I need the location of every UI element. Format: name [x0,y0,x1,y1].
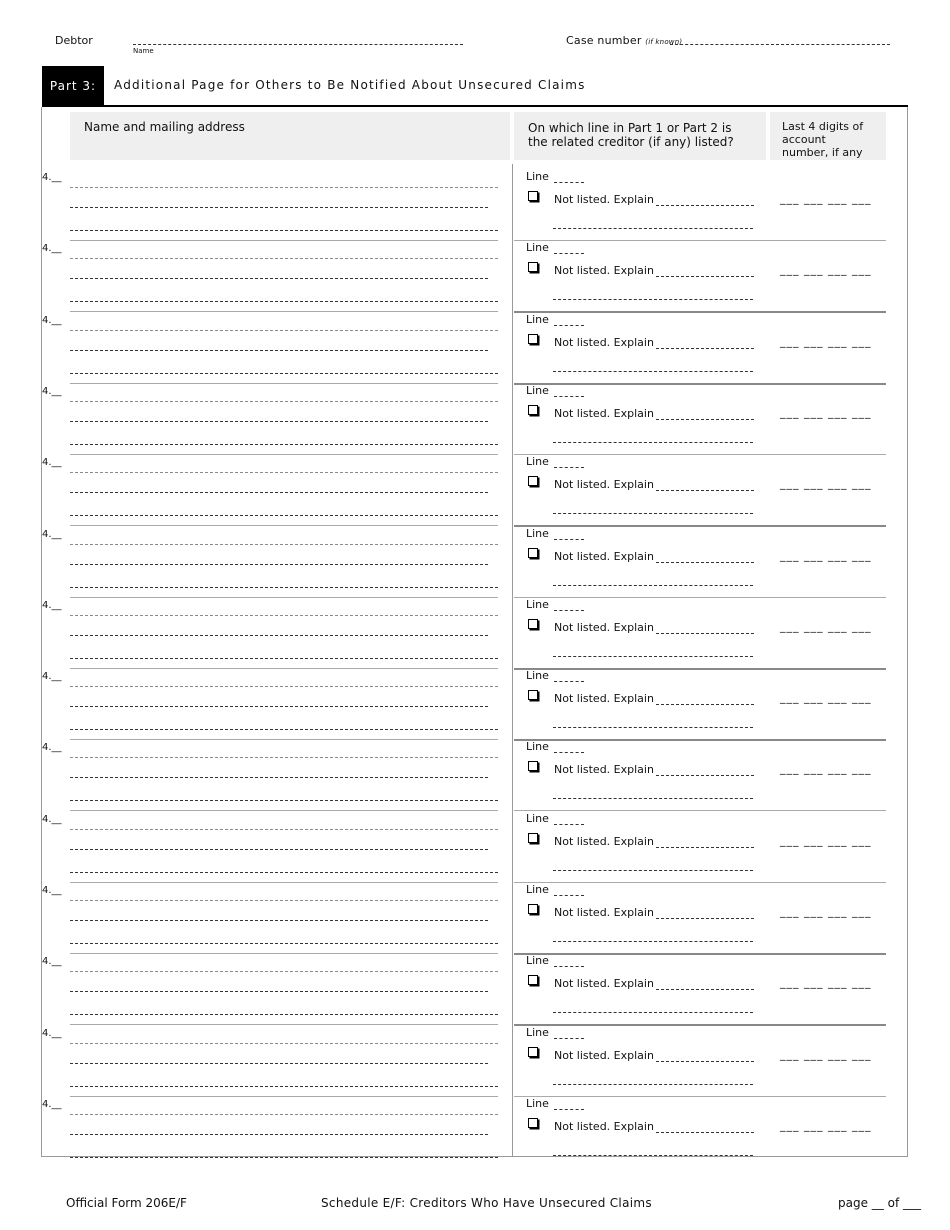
address-line-3[interactable] [70,943,498,944]
line-label: Line [526,812,549,825]
not-listed-checkbox[interactable] [528,619,538,629]
address-line-2[interactable] [70,849,488,850]
line-number-field[interactable] [554,253,584,254]
explain-field[interactable] [656,989,754,990]
row-number: 4.__ [42,671,62,682]
account-digits-field[interactable]: ___ ___ ___ ___ [780,335,872,348]
not-listed-label: Not listed. Explain [554,621,654,634]
line-label: Line [526,455,549,468]
row-number: 4.__ [42,1099,62,1110]
column-header-line: On which line in Part 1 or Part 2 is the related creditor (if any) listed? [514,112,766,160]
footer-page: page __ of ___ [838,1196,921,1210]
explain-field[interactable] [656,276,754,277]
not-listed-checkbox[interactable] [528,548,538,558]
table-row [42,1026,907,1097]
line-number-field[interactable] [554,325,584,326]
address-line-2[interactable] [70,706,488,707]
address-line-3[interactable] [70,872,498,873]
address-line-3[interactable] [70,587,498,588]
not-listed-checkbox[interactable] [528,761,538,771]
table-row [42,740,907,811]
address-line-3[interactable] [70,658,498,659]
address-line-2[interactable] [70,635,488,636]
explain-field[interactable] [656,633,754,634]
account-digits-field[interactable]: ___ ___ ___ ___ [780,905,872,918]
row-number: 4.__ [42,172,62,183]
line-number-field[interactable] [554,610,584,611]
explain-field[interactable] [656,419,754,420]
row-number: 4.__ [42,529,62,540]
not-listed-label: Not listed. Explain [554,906,654,919]
row-number: 4.__ [42,600,62,611]
explain-field-2[interactable] [553,1155,753,1156]
address-line-1[interactable] [70,401,498,402]
address-line-1[interactable] [70,615,498,616]
row-number: 4.__ [42,243,62,254]
row-number: 4.__ [42,1028,62,1039]
not-listed-checkbox[interactable] [528,833,538,843]
line-number-field[interactable] [554,1109,584,1110]
explain-field-2[interactable] [553,727,753,728]
account-digits-field[interactable]: ___ ___ ___ ___ [780,762,872,775]
explain-field-2[interactable] [553,513,753,514]
address-line-2[interactable] [70,492,488,493]
not-listed-label: Not listed. Explain [554,692,654,705]
explain-field-2[interactable] [553,228,753,229]
line-label: Line [526,170,549,183]
account-digits-field[interactable]: ___ ___ ___ ___ [780,691,872,704]
line-number-field[interactable] [554,539,584,540]
line-number-field[interactable] [554,467,584,468]
footer-form-name: Official Form 206E/F [66,1196,187,1210]
account-digits-field[interactable]: ___ ___ ___ ___ [780,834,872,847]
line-number-field[interactable] [554,895,584,896]
address-line-1[interactable] [70,258,498,259]
part-tab: Part 3: [42,66,104,105]
explain-field-2[interactable] [553,1012,753,1013]
row-divider-left [70,311,498,312]
explain-field-2[interactable] [553,798,753,799]
line-number-field[interactable] [554,681,584,682]
line-label: Line [526,384,549,397]
line-label: Line [526,669,549,682]
row-divider-right [514,810,886,811]
address-line-1[interactable] [70,330,498,331]
row-number: 4.__ [42,315,62,326]
table-row [42,598,907,669]
explain-field[interactable] [656,205,754,206]
not-listed-label: Not listed. Explain [554,1049,654,1062]
address-line-1[interactable] [70,757,498,758]
account-digits-field[interactable]: ___ ___ ___ ___ [780,549,872,562]
account-digits-field[interactable]: ___ ___ ___ ___ [780,263,872,276]
address-line-3[interactable] [70,1014,498,1015]
not-listed-label: Not listed. Explain [554,264,654,277]
address-line-2[interactable] [70,777,488,778]
account-digits-field[interactable]: ___ ___ ___ ___ [780,1119,872,1132]
address-line-3[interactable] [70,729,498,730]
address-line-1[interactable] [70,544,498,545]
not-listed-checkbox[interactable] [528,191,538,201]
address-line-3[interactable] [70,444,498,445]
explain-field-2[interactable] [553,585,753,586]
not-listed-label: Not listed. Explain [554,1120,654,1133]
case-number-text: Case number [566,34,642,47]
account-digits-field[interactable]: ___ ___ ___ ___ [780,477,872,490]
not-listed-label: Not listed. Explain [554,977,654,990]
not-listed-checkbox[interactable] [528,262,538,272]
address-line-3[interactable] [70,800,498,801]
address-line-3[interactable] [70,515,498,516]
account-digits-field[interactable]: ___ ___ ___ ___ [780,1048,872,1061]
explain-field[interactable] [656,918,754,919]
line-label: Line [526,954,549,967]
line-number-field[interactable] [554,396,584,397]
address-line-2[interactable] [70,421,488,422]
debtor-label: Debtor [55,34,93,47]
address-line-2[interactable] [70,564,488,565]
explain-field[interactable] [656,1061,754,1062]
account-digits-field[interactable]: ___ ___ ___ ___ [780,406,872,419]
account-digits-field[interactable]: ___ ___ ___ ___ [780,192,872,205]
address-line-3[interactable] [70,301,498,302]
explain-field-2[interactable] [553,656,753,657]
address-line-1[interactable] [70,686,498,687]
table-row [42,455,907,526]
line-label: Line [526,1026,549,1039]
address-line-2[interactable] [70,1134,488,1135]
line-number-field[interactable] [554,752,584,753]
address-line-2[interactable] [70,991,488,992]
address-line-2[interactable] [70,350,488,351]
explain-field-2[interactable] [553,371,753,372]
address-line-1[interactable] [70,829,498,830]
row-number: 4.__ [42,885,62,896]
address-line-3[interactable] [70,230,498,231]
explain-field[interactable] [656,348,754,349]
address-line-2[interactable] [70,1063,488,1064]
table-row [42,883,907,954]
address-line-1[interactable] [70,187,498,188]
row-number: 4.__ [42,742,62,753]
line-label: Line [526,527,549,540]
footer-title: Schedule E/F: Creditors Who Have Unsecured Claims [321,1196,652,1210]
explain-field-2[interactable] [553,299,753,300]
table-row [42,812,907,883]
explain-field[interactable] [656,1132,754,1133]
row-divider-left [70,1024,498,1025]
table-row [42,954,907,1025]
not-listed-label: Not listed. Explain [554,478,654,491]
address-line-1[interactable] [70,900,498,901]
table-row [42,384,907,455]
explain-field-2[interactable] [553,941,753,942]
line-number-field[interactable] [554,182,584,183]
debtor-name-field[interactable] [133,44,463,45]
case-number-label [566,34,682,47]
not-listed-checkbox[interactable] [528,1047,538,1057]
table-row [42,313,907,384]
table-row [42,241,907,312]
line-label: Line [526,883,549,896]
address-line-2[interactable] [70,920,488,921]
line-label: Line [526,740,549,753]
explain-field-2[interactable] [553,870,753,871]
not-listed-label: Not listed. Explain [554,336,654,349]
account-digits-field[interactable]: ___ ___ ___ ___ [780,976,872,989]
line-label: Line [526,313,549,326]
case-number-field[interactable] [670,44,890,45]
explain-field[interactable] [656,490,754,491]
part-title: Additional Page for Others to Be Notified About Unsecured Claims [114,78,586,92]
address-line-1[interactable] [70,971,498,972]
column-header-name: Name and mailing address [70,112,510,160]
line-number-field[interactable] [554,824,584,825]
address-line-3[interactable] [70,1086,498,1087]
not-listed-checkbox[interactable] [528,334,538,344]
explain-field-2[interactable] [553,1084,753,1085]
case-if-known: (if known) [645,38,683,46]
not-listed-label: Not listed. Explain [554,835,654,848]
explain-field[interactable] [656,704,754,705]
row-number: 4.__ [42,457,62,468]
address-line-2[interactable] [70,278,488,279]
explain-field[interactable] [656,847,754,848]
address-line-1[interactable] [70,1114,498,1115]
debtor-name-caption: Name [133,47,154,55]
explain-field-2[interactable] [553,442,753,443]
explain-field[interactable] [656,775,754,776]
table-row [42,669,907,740]
not-listed-checkbox[interactable] [528,1118,538,1128]
not-listed-checkbox[interactable] [528,476,538,486]
not-listed-checkbox[interactable] [528,690,538,700]
line-number-field[interactable] [554,966,584,967]
column-header-account: Last 4 digits of account number, if any [770,112,886,160]
not-listed-label: Not listed. Explain [554,763,654,776]
address-line-3[interactable] [70,1157,498,1158]
row-divider-left [70,810,498,811]
table-row [42,527,907,598]
table-row [42,1097,907,1168]
address-line-2[interactable] [70,207,488,208]
line-label: Line [526,241,549,254]
not-listed-checkbox[interactable] [528,975,538,985]
not-listed-checkbox[interactable] [528,405,538,415]
not-listed-label: Not listed. Explain [554,550,654,563]
not-listed-label: Not listed. Explain [554,193,654,206]
address-line-3[interactable] [70,373,498,374]
line-label: Line [526,598,549,611]
row-divider-left [70,525,498,526]
not-listed-checkbox[interactable] [528,904,538,914]
line-number-field[interactable] [554,1038,584,1039]
explain-field[interactable] [656,562,754,563]
address-line-1[interactable] [70,472,498,473]
account-digits-field[interactable]: ___ ___ ___ ___ [780,620,872,633]
row-number: 4.__ [42,386,62,397]
not-listed-label: Not listed. Explain [554,407,654,420]
row-number: 4.__ [42,814,62,825]
row-number: 4.__ [42,956,62,967]
table-row [42,170,907,241]
line-label: Line [526,1097,549,1110]
address-line-1[interactable] [70,1043,498,1044]
